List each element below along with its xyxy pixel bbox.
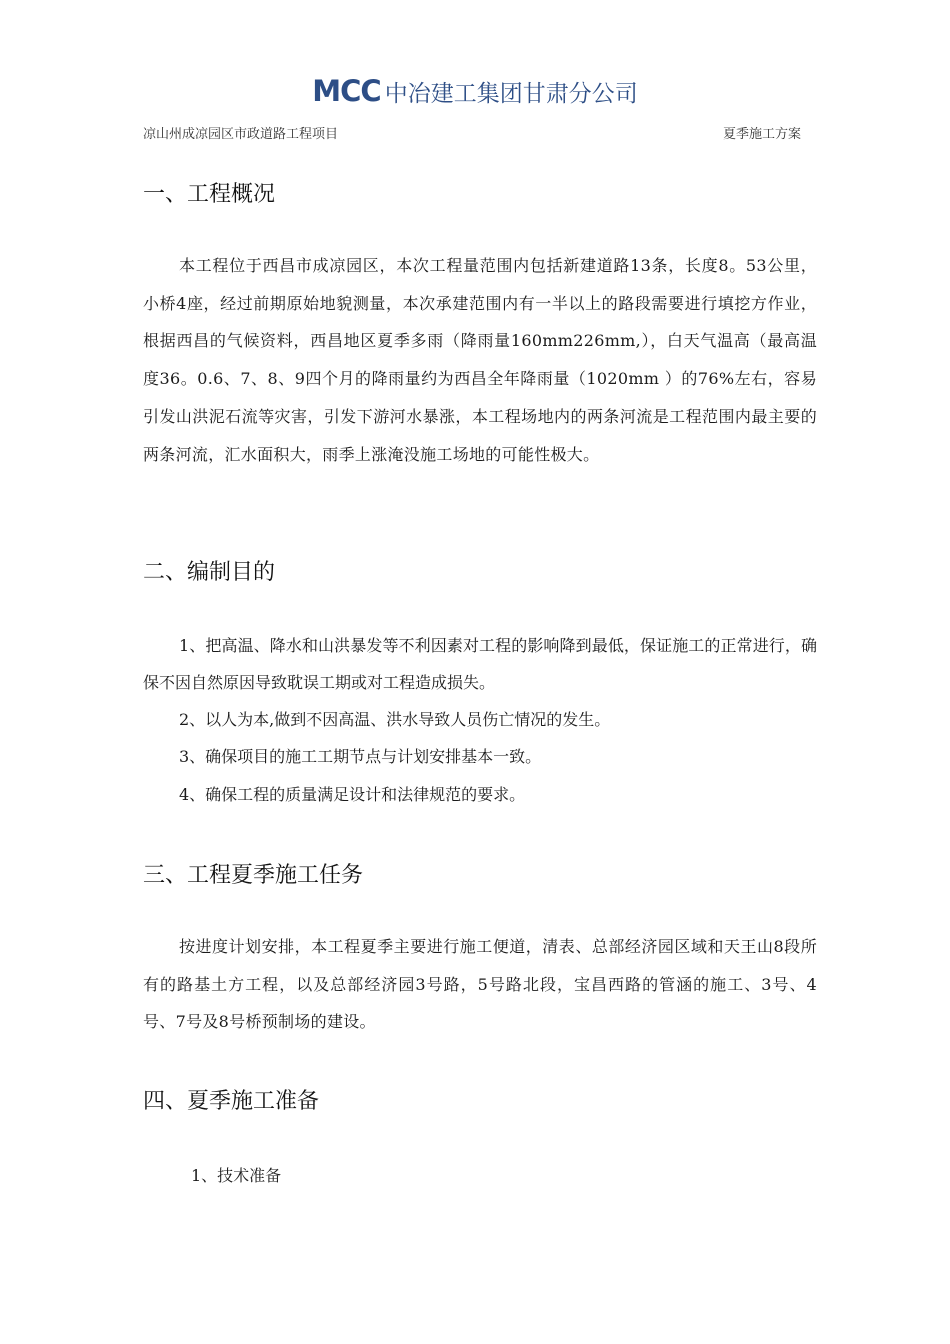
mcc-logo-mark: MCC	[312, 74, 381, 108]
project-name: 凉山州成凉园区市政道路工程项目	[143, 127, 339, 142]
purpose-item-1: 1、把高温、降水和山洪暴发等不利因素对工程的影响降到最低，保证施工的正常进行，确保不因自然原因导致耽误工期或对工程造成损失。	[143, 636, 817, 692]
summer-tasks-paragraph: 按进度计划安排，本工程夏季主要进行施工便道，清表、总部经济园区域和天王山8段所有的路基土方工程，以及总部经济园3号路，5号路北段，宝昌西路的管涵的施工、3号、4号、7号及8号桥预制场的建设。	[143, 937, 817, 1032]
purpose-item-2: 2、以人为本,做到不因高温、洪水导致人员伤亡情况的发生。	[179, 710, 611, 729]
company-logo	[0, 74, 950, 108]
section-heading-overview: 一、工程概况	[143, 182, 276, 207]
section-heading-purpose: 二、编制目的	[143, 560, 276, 585]
overview-paragraph: 本工程位于西昌市成凉园区，本次工程量范围内包括新建道路13条，长度8。53公里，小桥4座，经过前期原始地貌测量，本次承建范围内有一半以上的路段需要进行填挖方作业，根据西昌的气候资料，西昌地区夏季多雨（降雨量160mm226mm,），白天气温高（最高温度36。0.6、7、8、9四个月的降雨量约为西昌全年降雨量（1020mm ）的76%左右，容易引发山洪泥石流等灾害，引发下游河水暴涨，本工程场地内的两条河流是工程范围内最主要的两条河流，汇水面积大，雨季上涨淹没施工场地的可能性极大。	[143, 256, 817, 464]
section-heading-summer-tasks: 三、工程夏季施工任务	[143, 863, 364, 888]
purpose-item-4: 4、确保工程的质量满足设计和法律规范的要求。	[179, 785, 526, 804]
purpose-item-3: 3、确保项目的施工工期节点与计划安排基本一致。	[179, 747, 542, 766]
company-name: 中冶建工集团甘肃分公司	[384, 80, 638, 107]
section-heading-preparation: 四、夏季施工准备	[143, 1089, 320, 1114]
subheading-technical-preparation: 1、技术准备	[191, 1166, 282, 1185]
document-type: 夏季施工方案	[723, 127, 802, 142]
